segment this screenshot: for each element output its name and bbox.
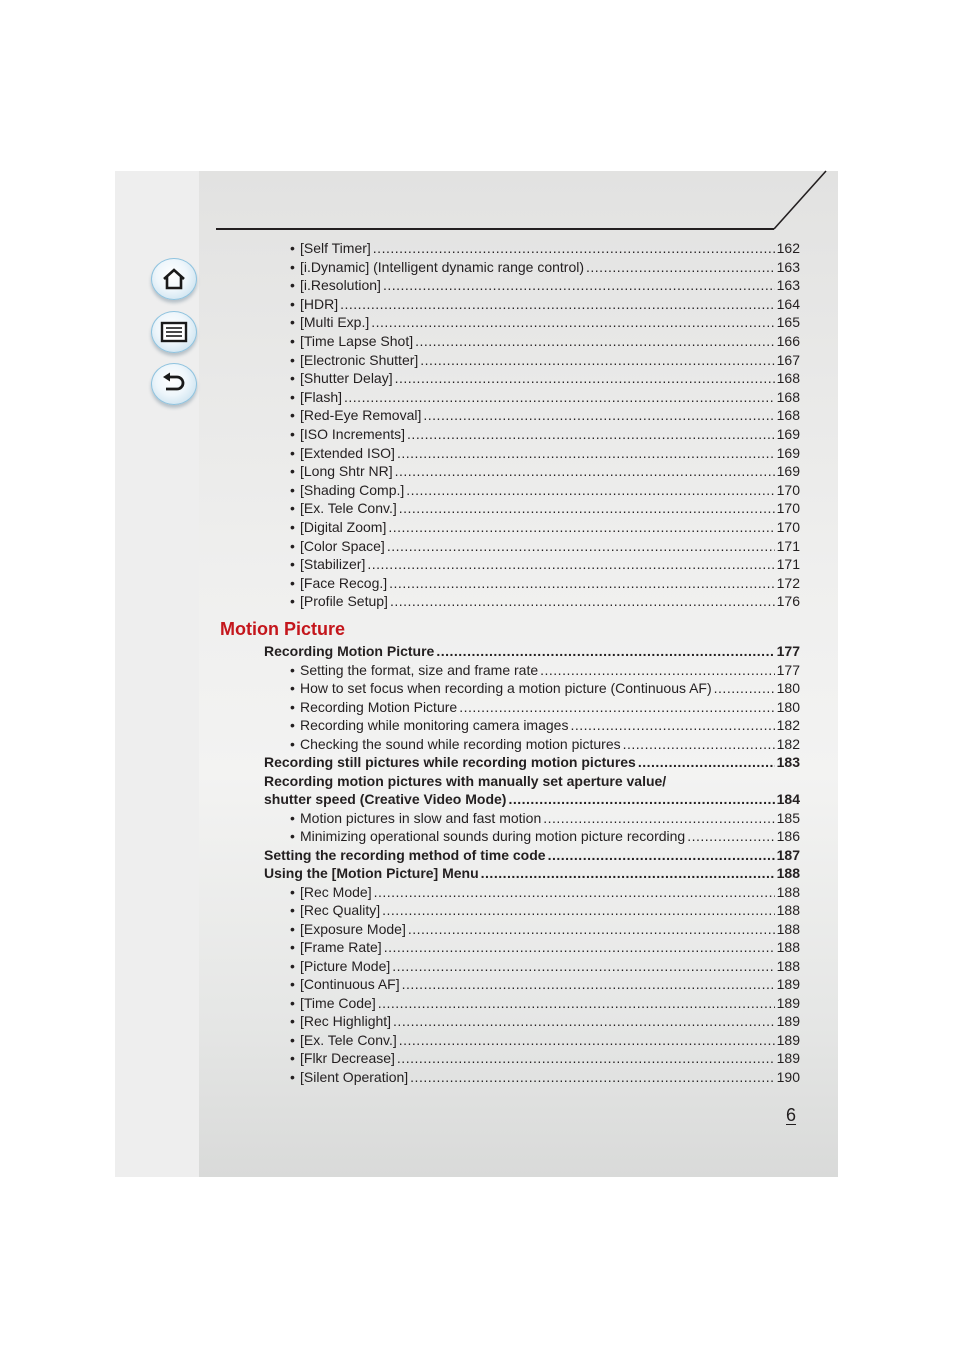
dot-leader [388,519,774,536]
toc-entry-label: Recording while monitoring camera images [300,717,569,733]
bullet: • [290,593,295,609]
dot-leader [384,939,775,956]
bullet: • [290,389,295,405]
toc-entry[interactable] [290,445,800,462]
dot-leader [392,958,774,975]
toc-entry-label: [HDR] [300,296,339,312]
toc-entry-page: 190 [776,1069,800,1085]
toc-entry-page: 164 [776,296,800,312]
toc-entry-label: [Time Lapse Shot] [300,333,414,349]
header-rule [216,228,774,230]
toc-entry-label: [Exposure Mode] [300,921,406,937]
dot-leader [543,810,774,827]
toc-entry[interactable] [290,1013,800,1030]
toc-entry-page: 188 [776,902,800,918]
toc-entry-page: 170 [776,500,800,516]
toc-entry[interactable] [290,593,800,610]
toc-entry[interactable] [290,296,800,313]
toc-entry-label: [Silent Operation] [300,1069,409,1085]
toc-entry-page: 188 [776,865,800,881]
dot-leader [540,662,775,679]
bullet: • [290,717,295,733]
toc-entry-label: [Ex. Tele Conv.] [300,1032,397,1048]
bullet: • [290,277,295,293]
toc-entry[interactable] [290,828,800,845]
toc-entry-label: Checking the sound while recording motion pictures [300,736,621,752]
bullet: • [290,240,295,256]
toc-entry[interactable] [290,538,800,555]
bullet: • [290,538,295,554]
dot-leader [373,240,775,257]
toc-entry[interactable] [290,717,800,734]
bullet: • [290,333,295,349]
toc-entry[interactable] [290,680,800,697]
toc-entry-label: [i.Dynamic] (Intelligent dynamic range control) [300,259,585,275]
dot-leader [374,884,775,901]
toc-entry[interactable] [290,463,800,480]
bullet: • [290,1032,295,1048]
bullet: • [290,445,295,461]
toc-entry-page: 177 [776,662,800,678]
toc-entry-page: 163 [776,259,800,275]
toc-entry-page: 163 [776,277,800,293]
toc-entry[interactable] [264,847,800,864]
dot-leader [406,482,774,499]
toc-entry[interactable] [290,575,800,592]
toc-entry[interactable] [290,1032,800,1049]
bullet: • [290,259,295,275]
bullet: • [290,1069,295,1085]
dot-leader [395,463,775,480]
toc-entry-page: 177 [776,643,800,659]
toc-entry-page: 180 [776,680,800,696]
toc-entry-page: 176 [776,593,800,609]
toc-entry[interactable] [290,352,800,369]
toc-heading-line: Recording motion pictures with manually set aperture value/ [264,773,667,789]
bullet: • [290,736,295,752]
toc-entry[interactable] [290,370,800,387]
toc-entry-page: 168 [776,389,800,405]
bullet: • [290,921,295,937]
toc-entry[interactable] [290,407,800,424]
toc-entry-page: 170 [776,519,800,535]
bullet: • [290,1013,295,1029]
dot-leader [399,500,775,517]
toc-entry-label: [Picture Mode] [300,958,391,974]
toc-entry[interactable] [264,643,800,660]
bullet: • [290,939,295,955]
bullet: • [290,352,295,368]
toc-entry-label: [Face Recog.] [300,575,388,591]
toc-entry-label: [Long Shtr NR] [300,463,393,479]
toc-entry[interactable] [290,810,800,827]
dot-leader [395,370,775,387]
toc-entry-label: [Multi Exp.] [300,314,370,330]
bullet: • [290,699,295,715]
dot-leader [407,426,775,443]
toc-entry-page: 171 [776,538,800,554]
toc-entry-page: 172 [776,575,800,591]
toc-entry-label: Using the [Motion Picture] Menu [264,865,479,881]
toc-entry-label: [Extended ISO] [300,445,395,461]
toc-entry-label: [i.Resolution] [300,277,381,293]
toc-entry-label: [Time Code] [300,995,376,1011]
toc-entry-label: [Stabilizer] [300,556,366,572]
toc-entry-label: Setting the format, size and frame rate [300,662,539,678]
dot-leader [382,902,775,919]
toc-entry[interactable] [290,482,800,499]
dot-leader [415,333,775,350]
toc-entry-page: 188 [776,939,800,955]
toc-entry-page: 169 [776,445,800,461]
bullet: • [290,884,295,900]
toc-entry-label: How to set focus when recording a motion picture (Continuous AF) [300,680,712,696]
toc-entry-label: [Rec Quality] [300,902,381,918]
bullet: • [290,995,295,1011]
toc-entry-label: Recording Motion Picture [300,699,458,715]
dot-leader [410,1069,774,1086]
bullet: • [290,958,295,974]
dot-leader [481,865,775,882]
contents-button[interactable] [151,311,197,353]
toc-entry-page: 180 [776,699,800,715]
dot-leader [367,556,774,573]
toc-entry-label: Minimizing operational sounds during motion picture recording [300,828,686,844]
toc-entry-label: shutter speed (Creative Video Mode) [264,791,507,807]
bullet: • [290,1050,295,1066]
toc-entry-page: 186 [776,828,800,844]
dot-leader [344,389,775,406]
dot-leader [586,259,775,276]
toc-entry-page: 187 [776,847,800,863]
toc-entry-label: [Shading Comp.] [300,482,405,498]
dot-leader [570,717,774,734]
dot-leader [423,407,774,424]
toc-entry-page: 183 [776,754,800,770]
toc-entry[interactable] [290,1069,800,1086]
toc-entry-label: Setting the recording method of time code [264,847,546,863]
toc-entry-page: 166 [776,333,800,349]
dot-leader [340,296,775,313]
toc-entry-label: [Color Space] [300,538,385,554]
toc-entry[interactable] [290,662,800,679]
toc-entry[interactable] [290,519,800,536]
section-heading: Motion Picture [220,619,345,639]
toc-entry-page: 182 [776,736,800,752]
toc-entry-label: [Rec Highlight] [300,1013,392,1029]
toc-entry-page: 189 [776,1013,800,1029]
toc-entry[interactable] [290,921,800,938]
toc-entry-page: 169 [776,426,800,442]
bullet: • [290,976,295,992]
dot-leader [548,847,775,864]
home-button[interactable] [151,258,197,300]
dot-leader [402,976,775,993]
toc-entry-page: 189 [776,1050,800,1066]
toc-entry[interactable] [264,865,800,882]
toc-entry[interactable] [290,314,800,331]
dot-leader [390,593,775,610]
toc-entry-page: 162 [776,240,800,256]
page-number: 6 [786,1105,797,1125]
toc-entry-page: 169 [776,463,800,479]
toc-entry[interactable] [290,902,800,919]
toc-entry-page: 167 [776,352,800,368]
bullet: • [290,828,295,844]
toc-entry[interactable] [290,240,800,257]
toc-entry-page: 189 [776,976,800,992]
return-arrow-icon [160,372,188,396]
toc-entry-page: 184 [776,791,800,807]
toc-entry-page: 170 [776,482,800,498]
home-icon [161,267,187,291]
toc-entry-page: 182 [776,717,800,733]
dot-leader [638,754,775,771]
dot-leader [508,791,774,808]
toc-entry-label: [Flash] [300,389,343,405]
bullet: • [290,519,295,535]
dot-leader [714,680,775,697]
toc-entry-label: Recording Motion Picture [264,643,435,659]
toc-entry-label: [Self Timer] [300,240,371,256]
toc-entry-label: [Shutter Delay] [300,370,393,386]
toc-entry-page: 189 [776,995,800,1011]
dot-leader [687,828,774,845]
menu-list-icon [160,321,188,343]
dot-leader [383,277,775,294]
toc-entry[interactable] [290,699,800,716]
toc-entry[interactable] [290,958,800,975]
dot-leader [399,1032,775,1049]
toc-entry-label: [Profile Setup] [300,593,388,609]
toc-entry[interactable] [264,754,800,771]
bullet: • [290,556,295,572]
back-button[interactable] [151,363,197,405]
toc-entry[interactable] [290,1050,800,1067]
toc-entry-label: [Continuous AF] [300,976,400,992]
header-corner-slash [772,170,828,232]
toc-entry[interactable] [290,500,800,517]
dot-leader [393,1013,775,1030]
toc-entry[interactable] [290,333,800,350]
bullet: • [290,426,295,442]
bullet: • [290,407,295,423]
toc-entry-page: 171 [776,556,800,572]
dot-leader [378,995,775,1012]
dot-leader [397,1050,775,1067]
toc-entry[interactable] [290,259,800,276]
toc-entry-label: Motion pictures in slow and fast motion [300,810,542,826]
toc-entry-label: [Red-Eye Removal] [300,407,422,423]
bullet: • [290,482,295,498]
bullet: • [290,370,295,386]
bullet: • [290,662,295,678]
toc-entry[interactable] [290,736,800,753]
toc-entry[interactable] [264,791,800,808]
toc-entry[interactable] [290,884,800,901]
bullet: • [290,810,295,826]
toc-entry-label: [Frame Rate] [300,939,382,955]
toc-entry-label: [Electronic Shutter] [300,352,419,368]
toc-entry-page: 165 [776,314,800,330]
dot-leader [459,699,774,716]
dot-leader [389,575,774,592]
dot-leader [387,538,775,555]
toc-entry-page: 188 [776,884,800,900]
toc-entry-label: [Digital Zoom] [300,519,387,535]
toc-entry-label: [ISO Increments] [300,426,406,442]
dot-leader [436,643,774,660]
toc-entry-label: [Flkr Decrease] [300,1050,395,1066]
toc-entry-label: [Ex. Tele Conv.] [300,500,397,516]
bullet: • [290,575,295,591]
dot-leader [420,352,774,369]
toc-entry[interactable] [290,556,800,573]
dot-leader [408,921,775,938]
toc-entry[interactable] [290,995,800,1012]
dot-leader [371,314,774,331]
bullet: • [290,463,295,479]
toc-entry-page: 188 [776,921,800,937]
toc-entry-page: 168 [776,370,800,386]
toc-entry-page: 168 [776,407,800,423]
toc-entry[interactable] [290,939,800,956]
bullet: • [290,296,295,312]
toc-entry[interactable] [290,976,800,993]
toc-entry-page: 188 [776,958,800,974]
dot-leader [397,445,775,462]
toc-entry-page: 189 [776,1032,800,1048]
toc-entry[interactable] [290,389,800,406]
toc-entry-label: [Rec Mode] [300,884,372,900]
dot-leader [623,736,775,753]
toc-entry[interactable] [290,277,800,294]
bullet: • [290,314,295,330]
bullet: • [290,902,295,918]
toc-entry-label: Recording still pictures while recording motion pictures [264,754,636,770]
bullet: • [290,680,295,696]
toc-entry[interactable] [290,426,800,443]
toc-entry-page: 185 [776,810,800,826]
bullet: • [290,500,295,516]
